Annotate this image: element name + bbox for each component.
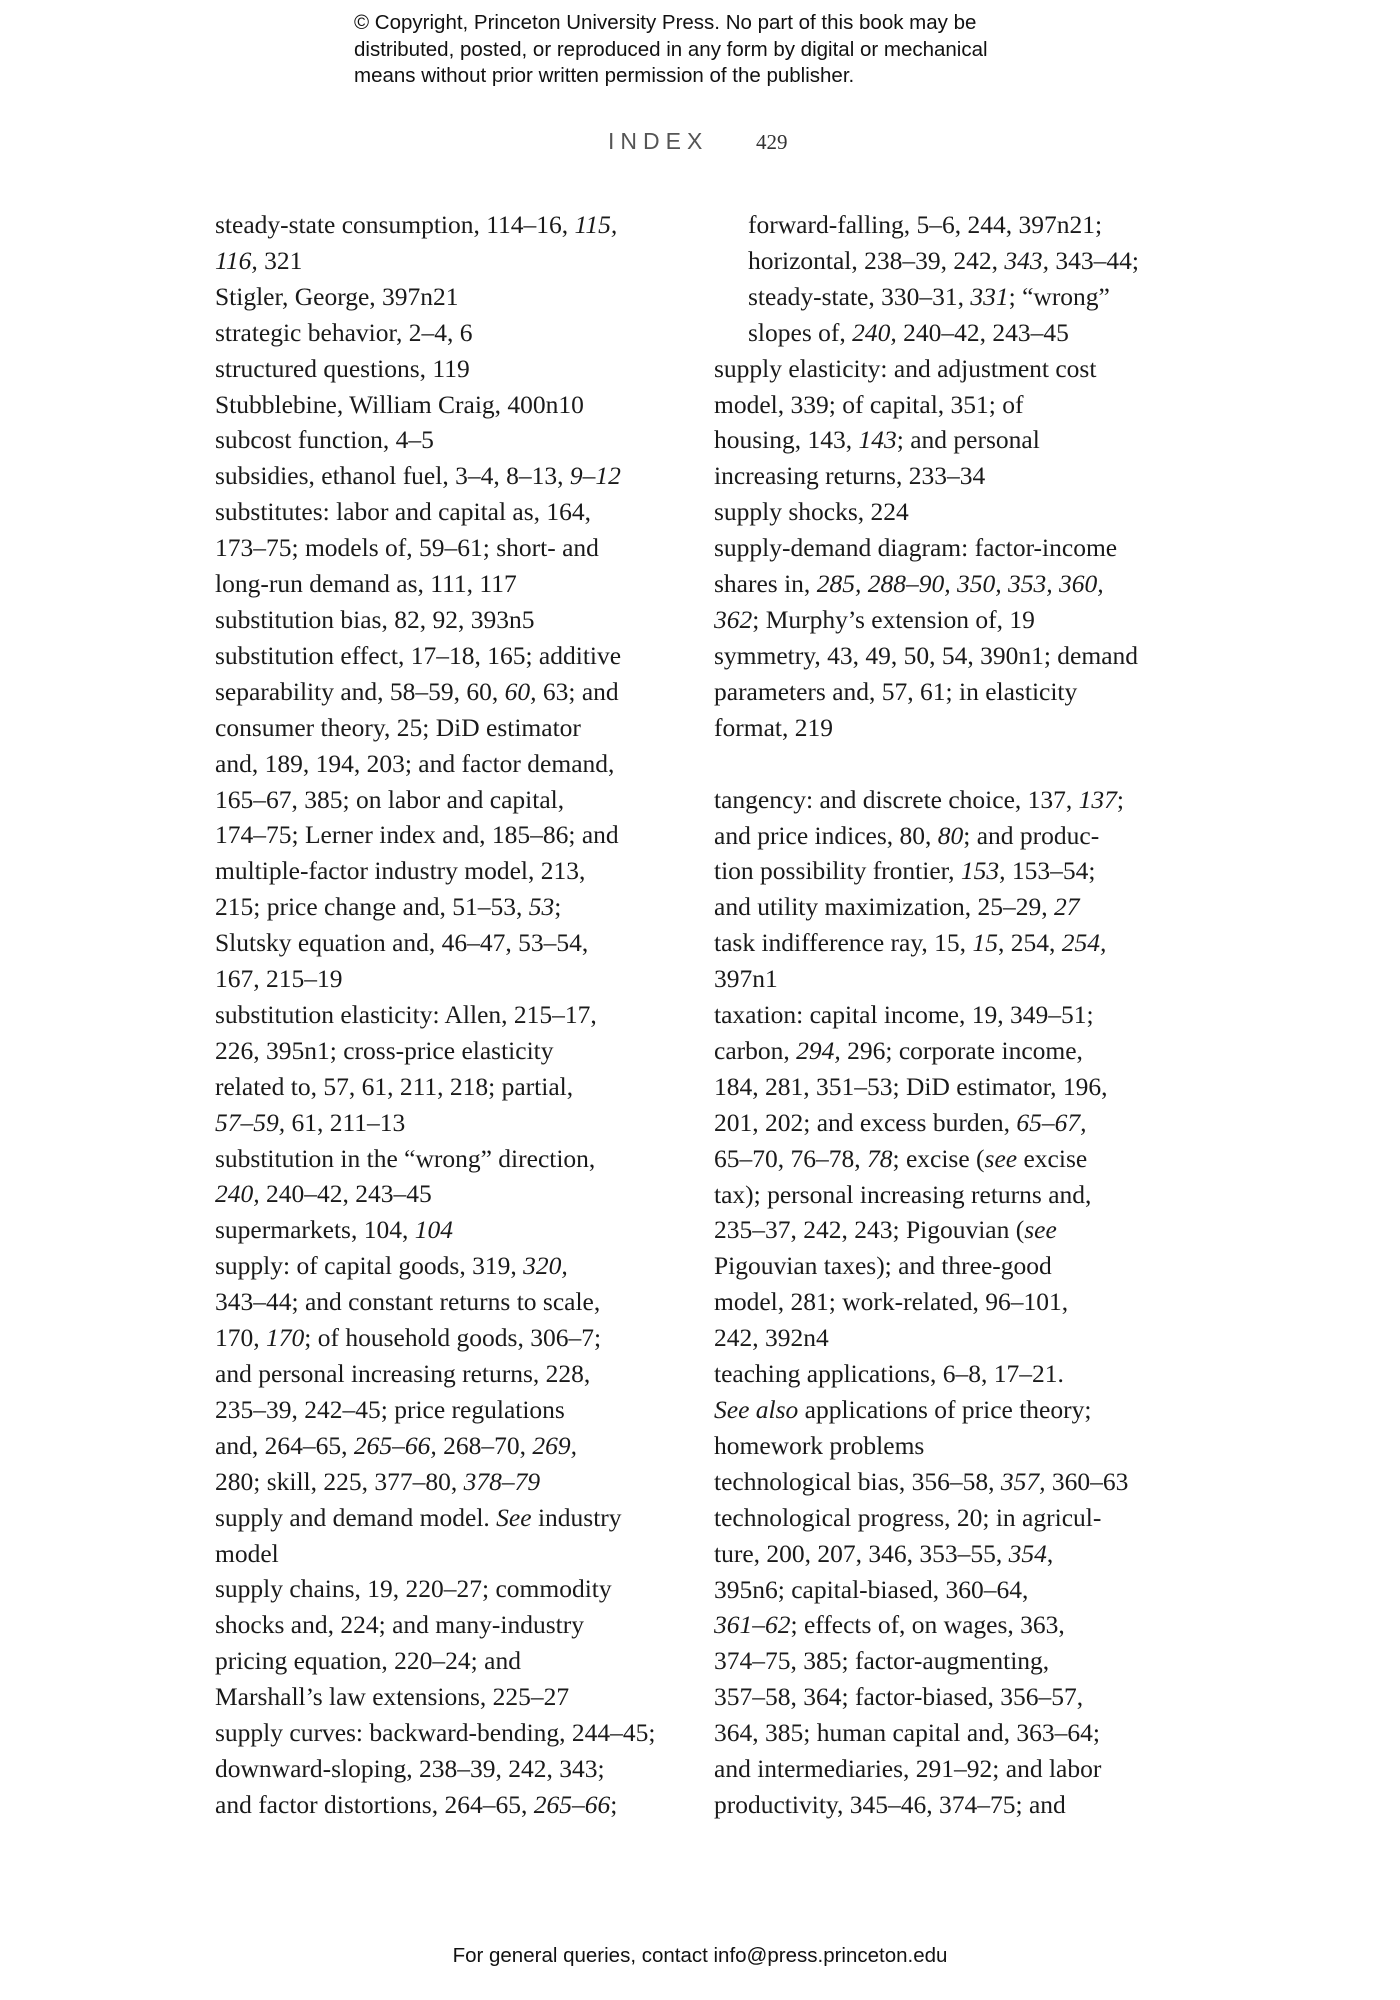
index-entry xyxy=(215,351,685,387)
index-entry-line: and personal increasing returns, 228, xyxy=(215,1359,591,1388)
running-head: INDEX xyxy=(608,128,709,154)
index-entry-line: 362; Murphy’s extension of, 19 xyxy=(714,604,1035,634)
index-entry-line: and factor distortions, 264–65, 265–66; xyxy=(215,1789,618,1819)
index-entry-line: supply: of capital goods, 319, 320, xyxy=(215,1251,568,1281)
index-entry-line: 364, 385; human capital and, 363–64; xyxy=(714,1718,1100,1748)
index-entry-line: pricing equation, 220–24; and xyxy=(215,1646,521,1676)
index-entry-line: homework problems xyxy=(714,1430,925,1460)
index-entry-line: shares in, 285, 288–90, 350, 353, 360, xyxy=(714,569,1104,599)
index-entry-line: 116, 321 xyxy=(215,245,303,275)
index-entry-line: and price indices, 80, 80; and produc- xyxy=(714,820,1100,850)
index-entry xyxy=(714,351,1184,495)
index-entry-line: tangency: and discrete choice, 137, 137; xyxy=(714,784,1124,814)
index-entry-line: substitution in the “wrong” direction, xyxy=(215,1143,596,1173)
index-entry-line: technological progress, 20; in agricul- xyxy=(714,1502,1102,1532)
index-entry-line: consumer theory, 25; DiD estimator xyxy=(215,712,581,742)
copyright-line: © Copyright, Princeton University Press. No part of this book may be xyxy=(354,11,977,34)
index-entry-line: and, 189, 194, 203; and factor demand, xyxy=(215,748,615,778)
index-entry-line: tax); personal increasing returns and, xyxy=(714,1179,1092,1209)
index-entry xyxy=(215,1571,685,1715)
index-entry-line: separability and, 58–59, 60, 60, 63; and xyxy=(215,676,619,706)
index-entry-line: 242, 392n4 xyxy=(714,1323,829,1353)
index-entry xyxy=(714,1500,1184,1823)
index-entry-line: 167, 215–19 xyxy=(215,964,343,994)
copyright-line: means without prior written permission of the publisher. xyxy=(354,64,855,87)
index-entry-line: 235–37, 242, 243; Pigouvian (see xyxy=(714,1215,1057,1245)
index-entry xyxy=(215,494,685,602)
index-entry-line: supply shocks, 224 xyxy=(714,497,909,527)
index-entry-line: increasing returns, 233–34 xyxy=(714,461,986,491)
index-entry xyxy=(714,530,1184,638)
index-entry-line: strategic behavior, 2–4, 6 xyxy=(215,317,473,347)
index-entry-line: 170, 170; of household goods, 306–7; xyxy=(215,1323,602,1353)
index-entry-line: 397n1 xyxy=(714,964,778,994)
index-entry xyxy=(714,207,1184,351)
copyright-notice xyxy=(354,10,1114,90)
index-entry-line: downward-sloping, 238–39, 242, 343; xyxy=(215,1753,605,1783)
index-entry xyxy=(215,1212,685,1248)
index-entry xyxy=(714,925,1184,997)
page-number: 429 xyxy=(756,130,788,154)
index-entry-line: supply and demand model. See industry xyxy=(215,1502,622,1532)
index-entry xyxy=(215,602,685,638)
letter-group-gap xyxy=(714,746,1184,782)
index-column-left xyxy=(215,207,685,1823)
index-entry xyxy=(215,997,685,1141)
index-entry-line: task indifference ray, 15, 15, 254, 254, xyxy=(714,928,1107,958)
index-entry-line: parameters and, 57, 61; in elasticity xyxy=(714,676,1078,706)
index-entry-line: 184, 281, 351–53; DiD estimator, 196, xyxy=(714,1071,1108,1101)
index-entry-line: 57–59, 61, 211–13 xyxy=(215,1107,406,1137)
index-entry-line: supply elasticity: and adjustment cost xyxy=(714,353,1097,383)
index-entry-line: structured questions, 119 xyxy=(215,353,470,383)
index-entry-line: substitutes: labor and capital as, 164, xyxy=(215,497,592,527)
index-entry-line: 280; skill, 225, 377–80, 378–79 xyxy=(215,1466,541,1496)
index-entry-line: slopes of, 240, 240–42, 243–45 xyxy=(748,317,1069,347)
index-entry-line: and utility maximization, 25–29, 27 xyxy=(714,892,1080,922)
index-entry xyxy=(215,1715,685,1823)
copyright-line: distributed, posted, or reproduced in any form by digital or mechanical xyxy=(354,37,988,61)
index-entry-line: multiple-factor industry model, 213, xyxy=(215,856,586,886)
index-entry xyxy=(215,422,685,458)
index-entry-line: steady-state, 330–31, 331; “wrong” xyxy=(748,281,1110,311)
index-entry-line: long-run demand as, 111, 117 xyxy=(215,569,517,599)
index-entry xyxy=(714,638,1184,746)
index-entry-line: 65–70, 76–78, 78; excise (see excise xyxy=(714,1143,1088,1173)
index-entry-line: 240, 240–42, 243–45 xyxy=(215,1179,432,1209)
index-entry-line: supply-demand diagram: factor-income xyxy=(714,533,1118,563)
index-column-right xyxy=(714,207,1184,1823)
index-entry-line: 174–75; Lerner index and, 185–86; and xyxy=(215,820,619,850)
index-entry-line: 395n6; capital-biased, 360–64, xyxy=(714,1574,1029,1604)
index-entry xyxy=(215,387,685,423)
index-entry xyxy=(215,638,685,997)
index-entry-line: and, 264–65, 265–66, 268–70, 269, xyxy=(215,1430,577,1460)
index-entry xyxy=(215,1500,685,1572)
index-entry-line: substitution elasticity: Allen, 215–17, xyxy=(215,999,597,1029)
index-entry-line: Stubblebine, William Craig, 400n10 xyxy=(215,389,584,419)
index-entry xyxy=(714,997,1184,1356)
index-entry xyxy=(215,315,685,351)
index-entry-line: Slutsky equation and, 46–47, 53–54, xyxy=(215,928,589,958)
index-entry-line: related to, 57, 61, 211, 218; partial, xyxy=(215,1071,574,1101)
index-entry-line: horizontal, 238–39, 242, 343, 343–44; xyxy=(748,245,1139,275)
index-section-t xyxy=(714,782,1184,1823)
index-entry-line: productivity, 345–46, 374–75; and xyxy=(714,1789,1066,1819)
index-entry-line: and intermediaries, 291–92; and labor xyxy=(714,1754,1102,1784)
index-entry-line: format, 219 xyxy=(714,712,833,742)
index-entry-line: housing, 143, 143; and personal xyxy=(714,425,1040,455)
footer-contact: For general queries, contact info@press.princeton.edu xyxy=(452,1944,948,1967)
index-entry-line: symmetry, 43, 49, 50, 54, 390n1; demand xyxy=(714,640,1139,670)
index-entry-line: Marshall’s law extensions, 225–27 xyxy=(215,1682,570,1712)
index-section-s xyxy=(714,207,1184,746)
index-entry xyxy=(215,458,685,494)
index-entry-line: technological bias, 356–58, 357, 360–63 xyxy=(714,1466,1129,1496)
index-entry-line: 343–44; and constant returns to scale, xyxy=(215,1287,601,1317)
index-entry xyxy=(215,207,685,279)
index-entry-line: 173–75; models of, 59–61; short- and xyxy=(215,533,599,563)
index-entry-line: steady-state consumption, 114–16, 115, xyxy=(215,210,618,239)
index-entry-line: subcost function, 4–5 xyxy=(215,425,434,455)
index-entry-line: forward-falling, 5–6, 244, 397n21; xyxy=(748,210,1103,239)
index-entry-line: subsidies, ethanol fuel, 3–4, 8–13, 9–12 xyxy=(215,461,621,491)
index-entry-line: tion possibility frontier, 153, 153–54; xyxy=(714,856,1096,886)
index-entry-line: 226, 395n1; cross-price elasticity xyxy=(215,1035,554,1065)
index-entry-line: See also applications of price theory; xyxy=(714,1395,1092,1424)
index-entry-line: substitution bias, 82, 92, 393n5 xyxy=(215,604,535,634)
index-entry xyxy=(215,1141,685,1213)
index-entry-line: supply chains, 19, 220–27; commodity xyxy=(215,1574,612,1604)
index-entry xyxy=(215,279,685,315)
index-entry-line: 235–39, 242–45; price regulations xyxy=(215,1394,565,1424)
index-entry-line: model, 281; work-related, 96–101, xyxy=(714,1287,1069,1317)
index-entry-line: model, 339; of capital, 351; of xyxy=(714,389,1024,419)
index-entry-line: 201, 202; and excess burden, 65–67, xyxy=(714,1107,1087,1137)
index-entry-line: 361–62; effects of, on wages, 363, xyxy=(714,1610,1065,1640)
index-entry-line: 357–58, 364; factor-biased, 356–57, xyxy=(714,1682,1084,1712)
index-entry-line: model xyxy=(215,1538,279,1568)
index-entry-line: substitution effect, 17–18, 165; additive xyxy=(215,640,622,670)
index-entry xyxy=(215,1248,685,1499)
index-entry xyxy=(714,1356,1184,1464)
index-entry-line: Pigouvian taxes); and three-good xyxy=(714,1251,1052,1281)
index-entry-line: supply curves: backward-bending, 244–45; xyxy=(215,1718,656,1748)
index-entry-line: teaching applications, 6–8, 17–21. xyxy=(714,1359,1064,1389)
index-entry-line: 165–67, 385; on labor and capital, xyxy=(215,784,565,814)
index-entry-line: shocks and, 224; and many-industry xyxy=(215,1610,584,1640)
index-entry-line: carbon, 294, 296; corporate income, xyxy=(714,1035,1083,1065)
index-entry-line: 374–75, 385; factor-augmenting, xyxy=(714,1646,1050,1676)
index-entry xyxy=(714,494,1184,530)
index-entry xyxy=(714,1464,1184,1500)
index-entry xyxy=(714,782,1184,926)
index-entry-line: taxation: capital income, 19, 349–51; xyxy=(714,1000,1094,1030)
index-entry-line: ture, 200, 207, 346, 353–55, 354, xyxy=(714,1538,1054,1568)
index-entry-line: 215; price change and, 51–53, 53; xyxy=(215,892,562,922)
index-entry-line: supermarkets, 104, 104 xyxy=(215,1215,453,1245)
index-entry-line: Stigler, George, 397n21 xyxy=(215,281,459,311)
